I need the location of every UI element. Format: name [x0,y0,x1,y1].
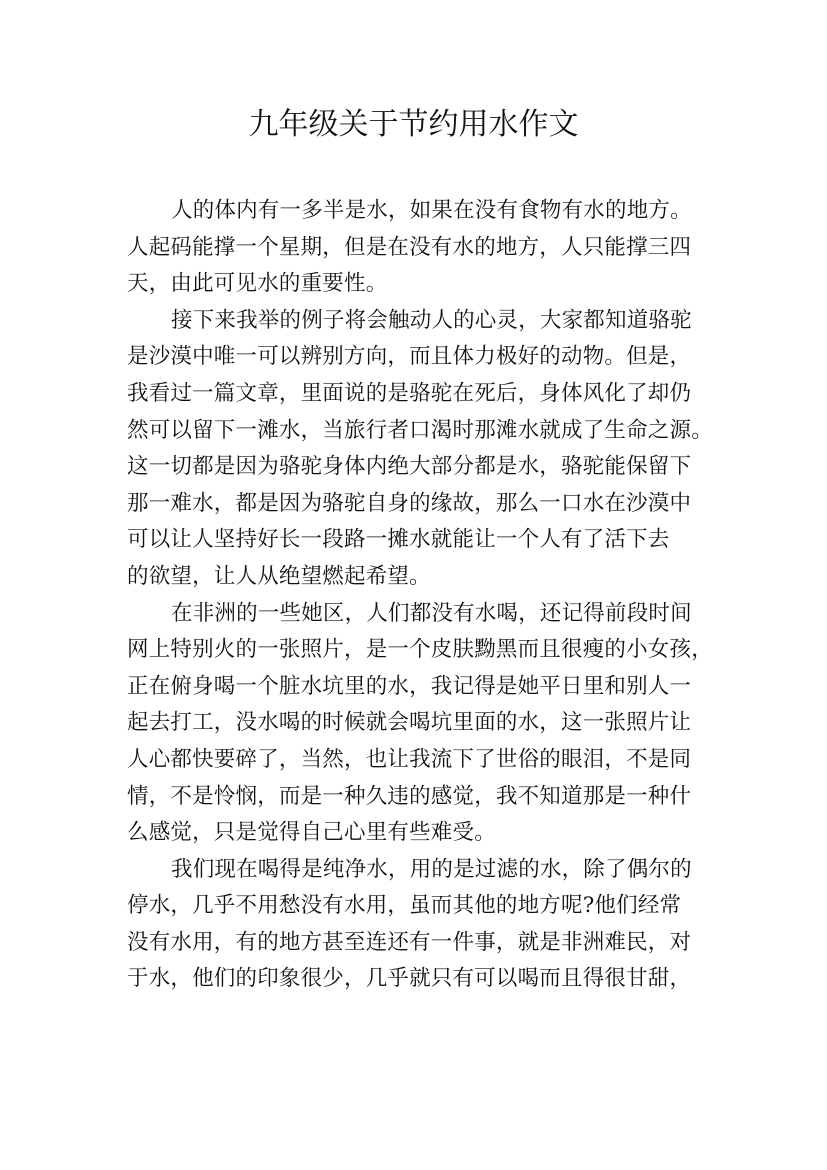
essay-line: 情，不是怜悯，而是一种久违的感觉，我不知道那是一种什 [127,783,692,809]
essay-line: 天，由此可见水的重要性。 [127,271,388,297]
essay-line: 在非洲的一些她区，人们都没有水喝，还记得前段时间 [171,600,692,626]
essay-line: 人的体内有一多半是水，如果在没有食物有水的地方。 [171,198,692,223]
essay-line: 人心都快要碎了，当然，也让我流下了世俗的眼泪，不是同 [127,746,692,772]
page-title: 九年级关于节约用水作文 [248,107,579,142]
essay-line: 我看过一篇文章，里面说的是骆驼在死后，身体风化了却仍 [127,380,692,406]
essay-line: 人起码能撑一个星期，但是在没有水的地方，人只能撑三四 [127,234,692,260]
essay-line: 然可以留下一滩水，当旅行者口渴时那滩水就成了生命之源。 [127,417,713,443]
essay-line: 于水，他们的印象很少，几乎就只有可以喝而且得很甘甜， [127,966,692,992]
essay-line: 我们现在喝得是纯净水，用的是过滤的水，除了偶尔的 [171,856,692,882]
essay-line: 网上特别火的一张照片，是一个皮肤黝黑而且很瘦的小女孩， [127,637,713,663]
essay-line: 没有水用，有的地方甚至连还有一件事，就是非洲难民，对 [127,929,692,955]
essay-line: 可以让人坚持好长一段路一摊水就能让一个人有了活下去 [127,527,670,553]
essay-line: 的欲望，让人从绝望燃起希望。 [127,563,431,589]
essay-line: 这一切都是因为骆驼身体内绝大部分都是水，骆驼能保留下 [127,454,692,480]
essay-line: 是沙漠中唯一可以辨别方向，而且体力极好的动物。但是， [127,344,692,370]
essay-line: 接下来我举的例子将会触动人的心灵，大家都知道骆驼 [171,307,692,333]
essay-line: 停水，几乎不用愁没有水用，虽而其他的地方呢?他们经常 [127,893,682,919]
essay-line: 正在俯身喝一个脏水坑里的水，我记得是她平日里和别人一 [127,673,692,699]
essay-line: 么感觉，只是觉得自己心里有些难受。 [127,820,496,846]
essay-line: 那一难水，都是因为骆驼自身的缘故，那么一口水在沙漠中 [127,490,692,516]
essay-body [127,193,717,998]
essay-line: 起去打工，没水喝的时候就会喝坑里面的水，这一张照片让 [127,710,692,736]
